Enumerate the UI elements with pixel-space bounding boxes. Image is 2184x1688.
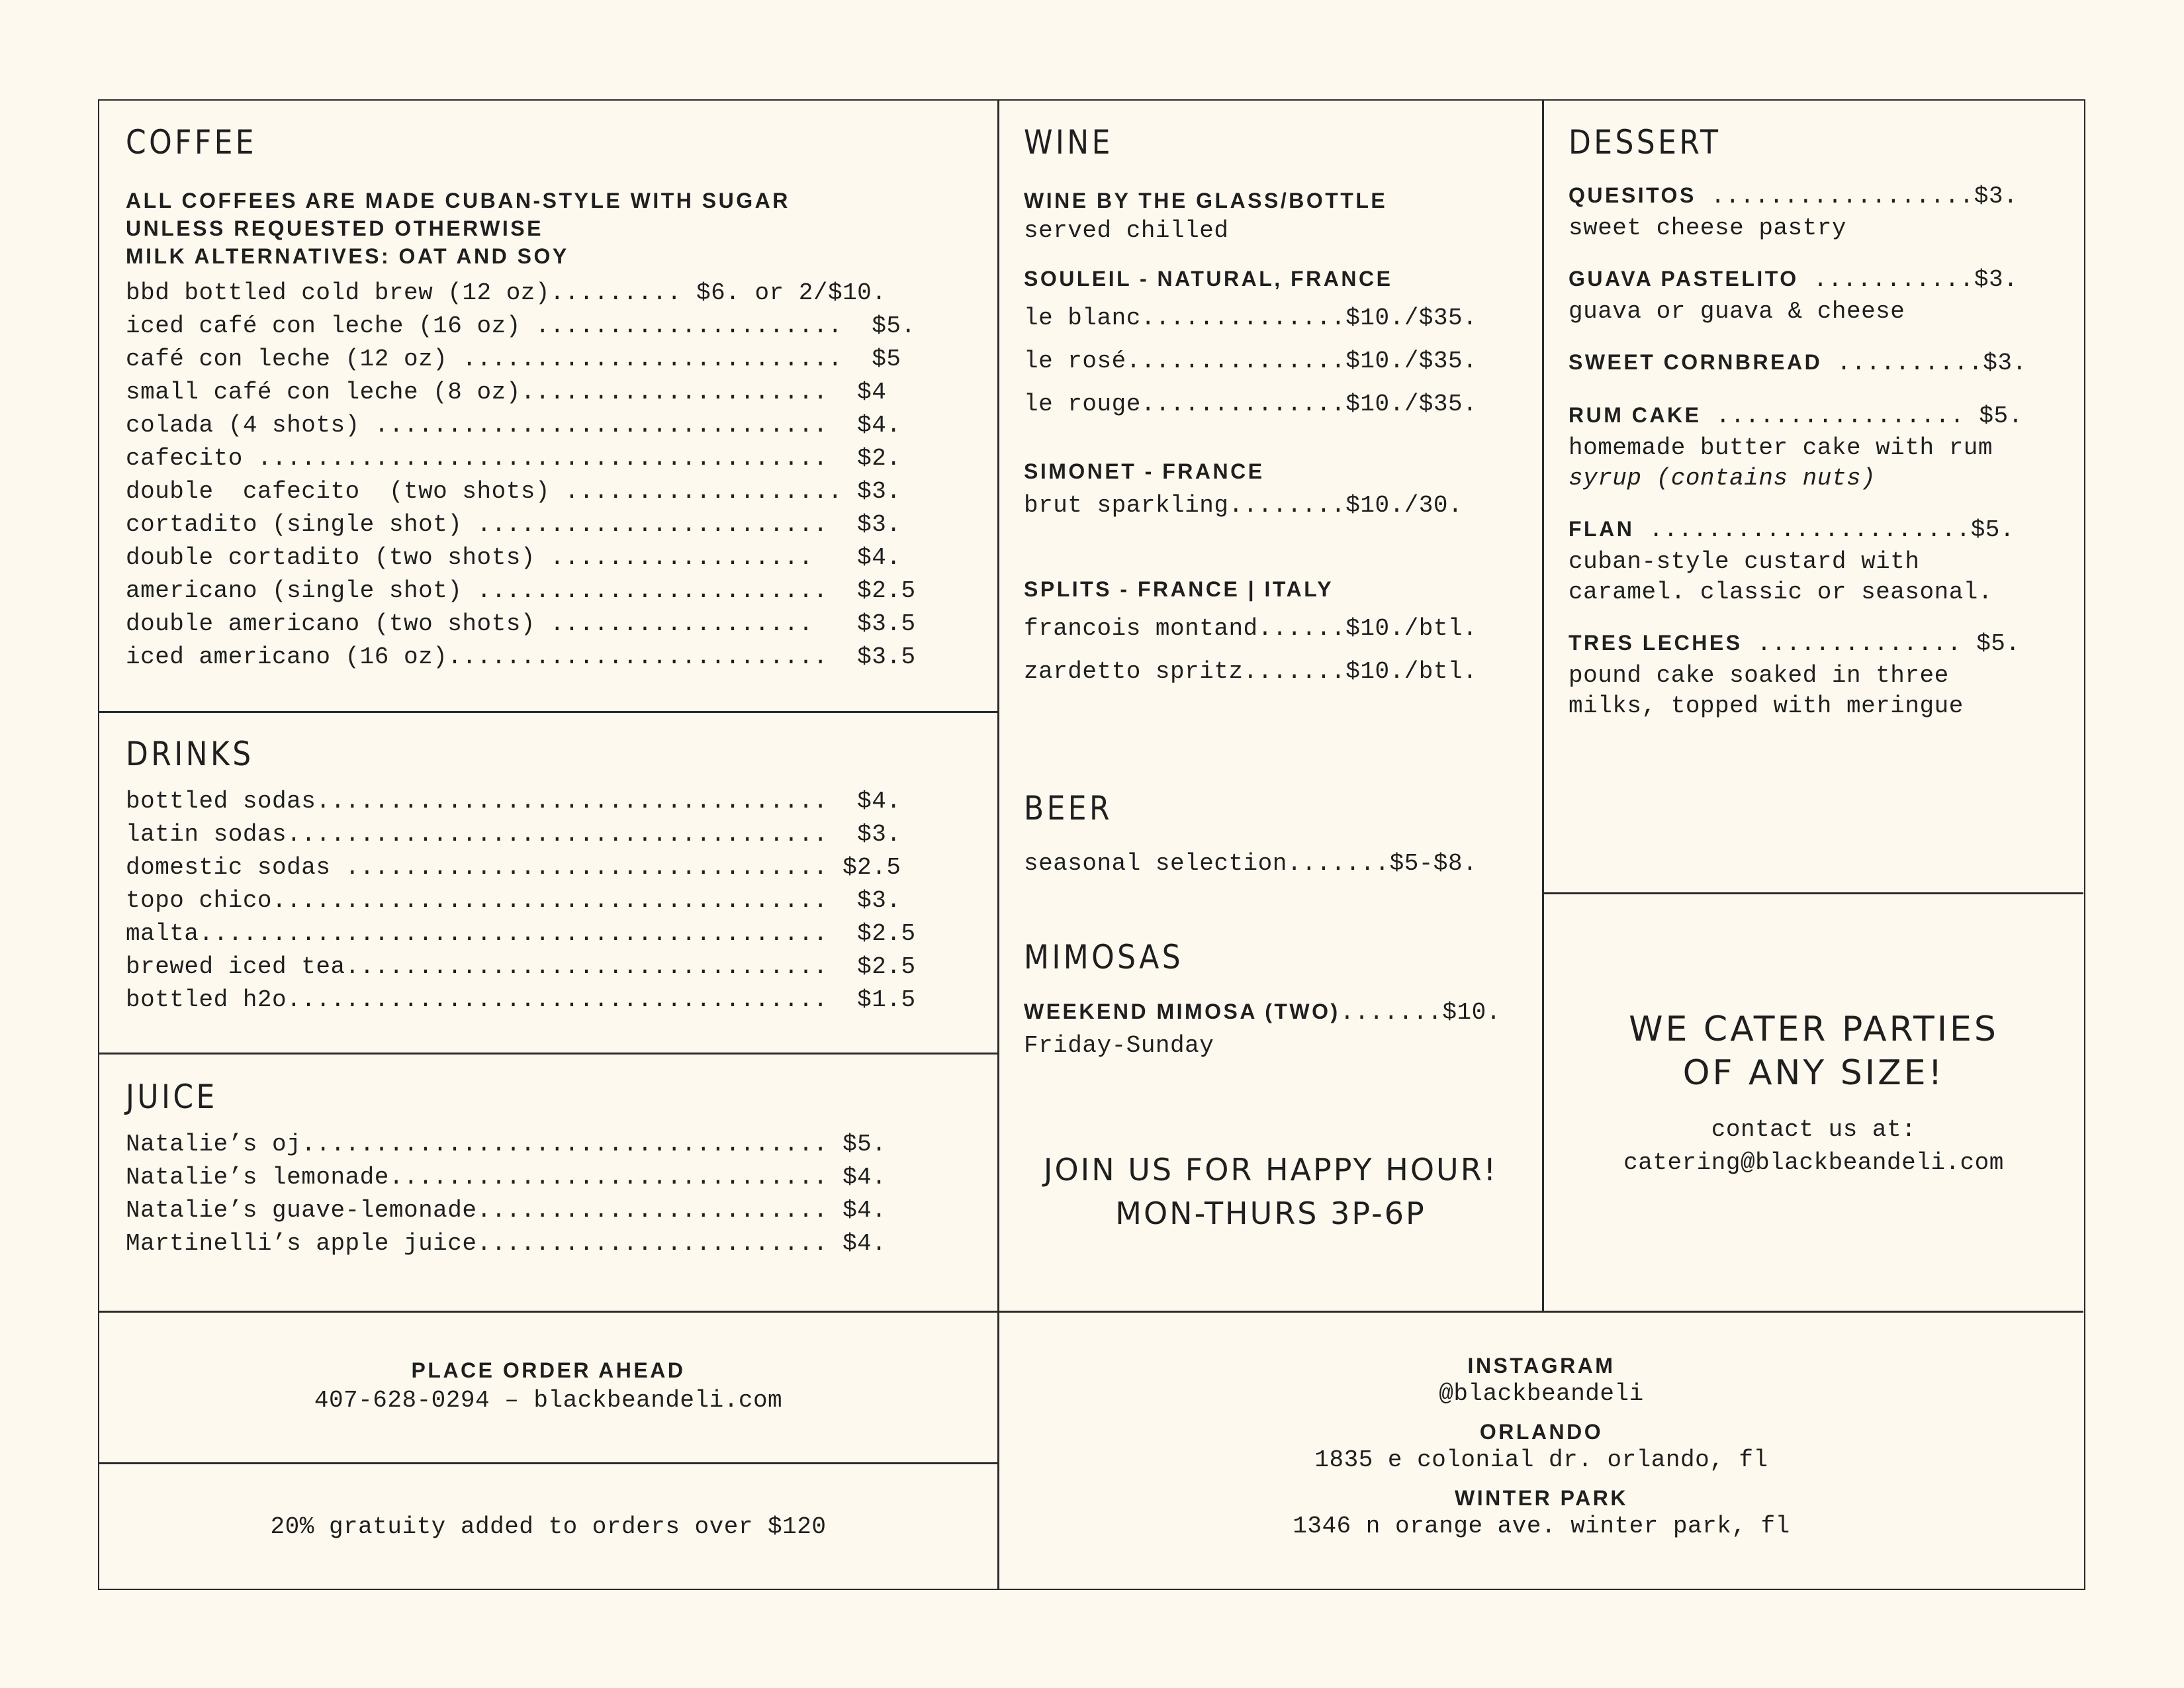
coffee-note: MILK ALTERNATIVES: OAT AND SOY bbox=[126, 244, 569, 268]
divider bbox=[1542, 892, 2083, 894]
mimosa-price: .......$10. bbox=[1340, 999, 1501, 1026]
gratuity-section bbox=[99, 1511, 997, 1544]
mimosa-desc: Friday-Sunday bbox=[1024, 1032, 1214, 1059]
dessert-price: .............. $5. bbox=[1742, 630, 2021, 657]
dessert-desc: milks, topped with meringue bbox=[1569, 692, 1964, 720]
wine-souleil-label: SOULEIL - NATURAL, FRANCE bbox=[1024, 267, 1393, 291]
divider bbox=[99, 1462, 998, 1464]
dessert-desc: sweet cheese pastry bbox=[1569, 214, 1846, 242]
instagram-label: INSTAGRAM bbox=[1467, 1354, 1615, 1378]
winter-park-address: 1346 n orange ave. winter park, fl bbox=[1293, 1513, 1790, 1540]
mimosa-label: WEEKEND MIMOSA (TWO) bbox=[1024, 1000, 1340, 1023]
wine-simonet-label: SIMONET - FRANCE bbox=[1024, 459, 1265, 483]
juice-list bbox=[126, 1128, 986, 1260]
menu-item: brut sparkling........$10./30. bbox=[1024, 492, 1463, 519]
dessert-item bbox=[1569, 514, 2078, 608]
menu-item: double cafecito (two shots) ................... $3. bbox=[126, 478, 901, 505]
happy-hour-line2: MON-THURS 3P-6P bbox=[1115, 1196, 1426, 1231]
wine-splits-label: SPLITS - FRANCE | ITALY bbox=[1024, 577, 1334, 601]
menu-item: seasonal selection.......$5-$8. bbox=[1024, 850, 1478, 877]
dessert-price: ..........$3. bbox=[1822, 350, 2027, 377]
menu-item: small café con leche (8 oz)..................... $4 bbox=[126, 379, 887, 406]
menu-item: Natalie’s oj.................................... $5. bbox=[126, 1131, 887, 1158]
menu-item: latin sodas..................................... $3. bbox=[126, 821, 901, 848]
orlando-address: 1835 e colonial dr. orlando, fl bbox=[1314, 1446, 1768, 1474]
dessert-name: SWEET CORNBREAD bbox=[1569, 350, 1823, 374]
menu-item: brewed iced tea................................. $2.5 bbox=[126, 953, 916, 980]
section-title-mimosas: MIMOSAS bbox=[1024, 938, 1184, 976]
menu-item: double cortadito (two shots) .................. $4. bbox=[126, 544, 901, 571]
order-ahead-info[interactable]: 407-628-0294 – blackbeandeli.com bbox=[314, 1387, 783, 1414]
happy-hour-section bbox=[999, 1148, 1542, 1235]
menu-frame bbox=[98, 99, 2085, 1590]
section-title-coffee: COFFEE bbox=[126, 123, 257, 162]
winter-park-label: WINTER PARK bbox=[1455, 1486, 1628, 1510]
dessert-desc: caramel. classic or seasonal. bbox=[1569, 579, 1993, 606]
dessert-desc: pound cake soaked in three bbox=[1569, 662, 1949, 689]
coffee-notes bbox=[126, 187, 986, 270]
dessert-price: ................. $5. bbox=[1701, 402, 2023, 430]
dessert-price: ......................$5. bbox=[1634, 516, 2015, 543]
dessert-item bbox=[1569, 347, 2078, 380]
dessert-desc: homemade butter cake with rum bbox=[1569, 434, 1993, 461]
section-title-drinks: DRINKS bbox=[126, 735, 254, 773]
menu-item: Natalie’s lemonade.............................. $4. bbox=[126, 1164, 887, 1191]
locations-section bbox=[999, 1352, 2083, 1541]
drinks-section bbox=[126, 735, 986, 1017]
menu-item: double americano (two shots) .................. $3.5 bbox=[126, 610, 916, 637]
dessert-price: ...........$3. bbox=[1798, 266, 2019, 293]
menu-item: le blanc..............$10./$35. bbox=[1024, 305, 1478, 332]
dessert-section bbox=[1569, 123, 2078, 722]
coffee-list bbox=[126, 277, 986, 674]
orlando-label: ORLANDO bbox=[1479, 1420, 1604, 1444]
dessert-name: FLAN bbox=[1569, 517, 1635, 541]
dessert-item bbox=[1569, 400, 2078, 494]
mimosas-section bbox=[1024, 938, 1540, 1062]
menu-item: cortadito (single shot) ........................ $3. bbox=[126, 511, 901, 538]
menu-item: iced café con leche (16 oz) ..................... $5. bbox=[126, 312, 916, 340]
coffee-section bbox=[126, 123, 986, 674]
menu-item: domestic sodas ................................. $2.5 bbox=[126, 854, 901, 881]
menu-item: bottled h2o..................................... $1.5 bbox=[126, 986, 916, 1013]
catering-email[interactable]: catering@blackbeandeli.com bbox=[1623, 1149, 2004, 1176]
dessert-item bbox=[1569, 180, 2078, 244]
dessert-desc: syrup (contains nuts) bbox=[1569, 465, 1876, 492]
beer-section bbox=[1024, 789, 1540, 880]
menu-item: francois montand......$10./btl. bbox=[1024, 615, 1478, 642]
menu-item: iced americano (16 oz).......................... $3.5 bbox=[126, 643, 916, 671]
menu-item: zardetto spritz.......$10./btl. bbox=[1024, 658, 1478, 685]
juice-section bbox=[126, 1078, 986, 1260]
menu-item: café con leche (12 oz) .......................... $5 bbox=[126, 346, 901, 373]
happy-hour-line1: JOIN US FOR HAPPY HOUR! bbox=[1043, 1152, 1498, 1188]
wine-by-glass-label: WINE BY THE GLASS/BOTTLE bbox=[1024, 189, 1388, 212]
dessert-name: GUAVA PASTELITO bbox=[1569, 267, 1799, 291]
menu-item: topo chico...................................... $3. bbox=[126, 887, 901, 914]
coffee-note: UNLESS REQUESTED OTHERWISE bbox=[126, 216, 543, 240]
divider bbox=[99, 1053, 998, 1055]
wine-section bbox=[1024, 123, 1540, 693]
order-ahead-section bbox=[99, 1356, 997, 1417]
dessert-price: ..................$3. bbox=[1696, 183, 2019, 210]
wine-by-glass-desc: served chilled bbox=[1024, 217, 1229, 244]
dessert-item bbox=[1569, 263, 2078, 327]
dessert-item bbox=[1569, 628, 2078, 722]
section-title-wine: WINE bbox=[1024, 123, 1113, 162]
mimosa-item bbox=[1024, 996, 1540, 1029]
dessert-name: RUM CAKE bbox=[1569, 403, 1702, 427]
dessert-name: QUESITOS bbox=[1569, 183, 1696, 207]
dessert-desc: guava or guava & cheese bbox=[1569, 298, 1905, 325]
catering-line1: WE CATER PARTIES bbox=[1629, 1009, 1999, 1049]
section-title-beer: BEER bbox=[1024, 789, 1113, 827]
menu-item: le rosé...............$10./$35. bbox=[1024, 348, 1478, 375]
catering-section bbox=[1544, 1008, 2083, 1180]
section-title-dessert: DESSERT bbox=[1569, 123, 1721, 162]
menu-item: Martinelli’s apple juice........................ $4. bbox=[126, 1230, 887, 1257]
order-ahead-label: PLACE ORDER AHEAD bbox=[411, 1358, 686, 1382]
menu-item: le rouge..............$10./$35. bbox=[1024, 391, 1478, 418]
coffee-note: ALL COFFEES ARE MADE CUBAN-STYLE WITH SUGAR bbox=[126, 189, 790, 212]
dessert-desc: cuban-style custard with bbox=[1569, 548, 1920, 575]
catering-contact-label: contact us at: bbox=[1711, 1116, 1917, 1143]
instagram-handle[interactable]: @blackbeandeli bbox=[1439, 1380, 1644, 1407]
divider bbox=[99, 1311, 2083, 1313]
menu-item: Natalie’s guave-lemonade........................ $4. bbox=[126, 1197, 887, 1224]
menu-item: bottled sodas................................... $4. bbox=[126, 788, 901, 815]
menu-item: americano (single shot) ........................ $2.5 bbox=[126, 577, 916, 604]
section-title-juice: JUICE bbox=[126, 1078, 218, 1116]
dessert-name: TRES LECHES bbox=[1569, 631, 1743, 655]
menu-item: colada (4 shots) ............................... $4. bbox=[126, 412, 901, 439]
drinks-list bbox=[126, 785, 986, 1017]
menu-item: bbd bottled cold brew (12 oz)......... $6. or 2/$10. bbox=[126, 279, 887, 306]
catering-line2: OF ANY SIZE! bbox=[1682, 1053, 1945, 1093]
menu-item: malta........................................... $2.5 bbox=[126, 920, 916, 947]
gratuity-note: 20% gratuity added to orders over $120 bbox=[270, 1513, 827, 1540]
divider bbox=[99, 711, 998, 713]
menu-item: cafecito ....................................... $2. bbox=[126, 445, 901, 472]
